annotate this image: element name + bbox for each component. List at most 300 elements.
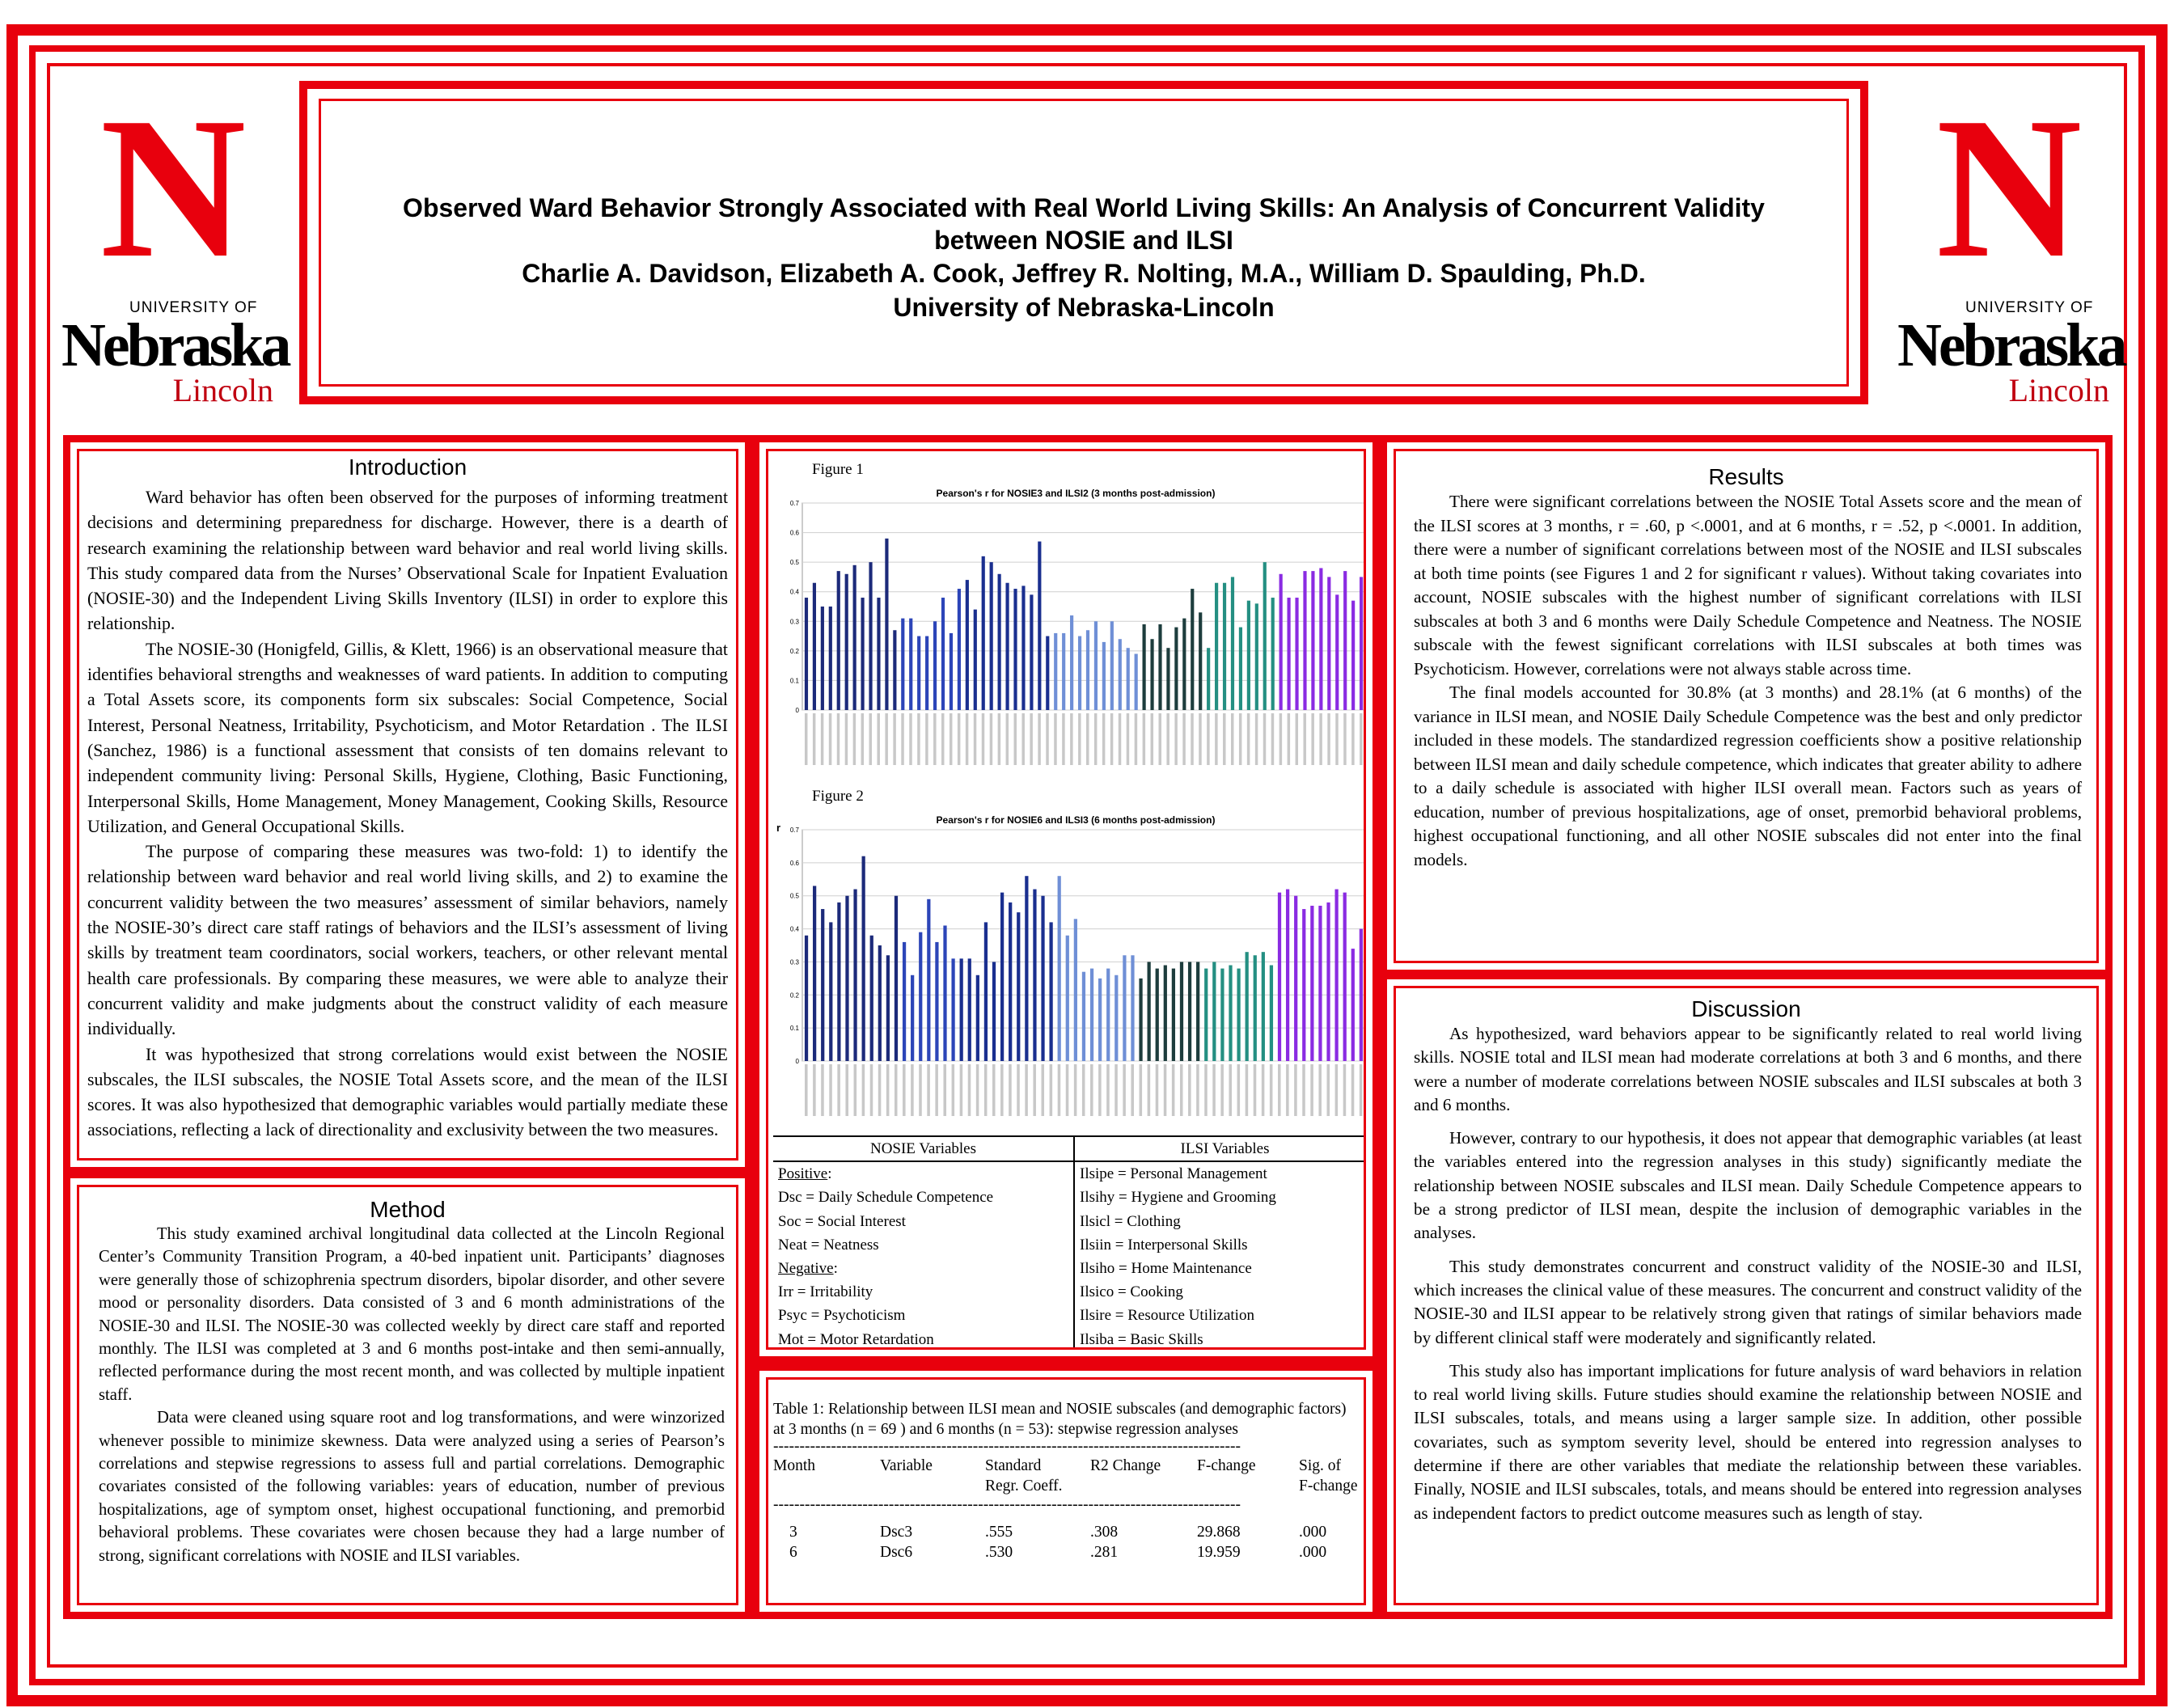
n-logo-icon: N <box>1935 76 2078 300</box>
bar <box>1046 636 1049 710</box>
bar <box>805 598 808 710</box>
x-tick-label-placeholder <box>1335 713 1338 765</box>
variables-table <box>773 1135 1366 1350</box>
logo-nebraska: Nebraska <box>61 311 289 379</box>
table-cell: .281 <box>1090 1544 1119 1561</box>
bar <box>1041 896 1044 1061</box>
bar <box>1021 586 1025 710</box>
x-tick-label-placeholder <box>1191 713 1193 765</box>
x-tick-label-placeholder <box>1255 713 1258 765</box>
bar <box>1033 890 1036 1061</box>
bar <box>1127 648 1130 710</box>
method-section <box>63 1171 752 1619</box>
bar <box>1231 577 1234 710</box>
bar <box>1049 922 1052 1061</box>
x-tick-label-placeholder <box>1294 1064 1297 1116</box>
bar <box>1078 636 1081 710</box>
bar <box>958 589 961 710</box>
x-tick-label-placeholder <box>1286 1064 1289 1116</box>
x-tick-label-placeholder <box>1212 1064 1216 1116</box>
x-tick-label-placeholder <box>1360 713 1362 765</box>
intro-paragraph-4: It was hypothesized that strong correlations would exist between the NOSIE subscales, the ILSI subscales, the NOSIE Total Assets score, and the mean of the ILSI scores. It was also hypothesized that demographic variables would partially mediate these associations, reflecting a lack of directionality and exclusivity between the two measures. <box>87 1044 728 1140</box>
table-cell: R2 Change <box>1090 1457 1161 1474</box>
x-tick-label-placeholder <box>911 1064 914 1116</box>
x-tick-label-placeholder <box>984 1064 988 1116</box>
logo-lincoln: Lincoln <box>2008 372 2109 408</box>
bar <box>1351 601 1355 710</box>
x-tick-label-placeholder <box>1335 1064 1339 1116</box>
ilsi-variable: Ilsicl = Clothing <box>1080 1212 1181 1230</box>
bar <box>941 598 945 710</box>
x-tick-label-placeholder <box>1246 1064 1249 1116</box>
x-tick-label-placeholder <box>1327 713 1330 765</box>
ilsi-variables-header: ILSI Variables <box>1074 1137 1366 1161</box>
table-cell: 29.868 <box>1197 1524 1241 1541</box>
introduction-title: Introduction <box>348 454 467 480</box>
bar <box>927 899 930 1061</box>
x-tick-label-placeholder <box>1270 1064 1273 1116</box>
bar <box>1143 624 1146 710</box>
discussion-section <box>1380 972 2113 1619</box>
bar <box>998 574 1001 710</box>
x-tick-label-placeholder <box>1054 713 1056 765</box>
bar <box>1000 893 1004 1061</box>
x-tick-label-placeholder <box>1046 713 1048 765</box>
x-tick-label-placeholder <box>1143 713 1145 765</box>
bar <box>1182 619 1186 710</box>
var-soc: Soc = Social Interest <box>778 1212 906 1230</box>
bar <box>984 922 988 1061</box>
ilsi-variable: Ilsihy = Hygiene and Grooming <box>1080 1189 1276 1207</box>
poster-authors: Charlie A. Davidson, Elizabeth A. Cook, Jeffrey R. Nolting, M.A., William D. Spaulding, Ph.D. <box>522 259 1646 288</box>
table-cell: Dsc6 <box>880 1544 913 1561</box>
x-tick-label-placeholder <box>1319 713 1322 765</box>
y-tick-label: 0.5 <box>789 559 799 567</box>
bar <box>982 556 985 710</box>
ilsi-variable: Ilsiba = Basic Skills <box>1080 1330 1203 1348</box>
x-tick-label-placeholder <box>1094 713 1097 765</box>
bar <box>992 962 996 1061</box>
figures-section <box>752 435 1380 1363</box>
table-header-row <box>773 1457 1359 1478</box>
logo-university-of: UNIVERSITY OF <box>129 299 258 316</box>
table-cell: .000 <box>1299 1544 1327 1561</box>
results-title: Results <box>1708 464 1784 489</box>
nosie-variables-header: NOSIE Variables <box>773 1137 1074 1161</box>
discussion-paragraph-4: This study also has important implications for future analysis of ward behaviors in relation to real world living skills. Future studies should examine the relationship between NOSIE and ILSI subscales, totals, and means using a larger sample size. In addition, other possible covariates, such as symptom severity level, should be entered into regression analyses to determine if there are other variables that mediate the relationship between these variables. Finally, NOSIE and ILSI subscales, totals, and means should be entered into regression analyses as independent factors to predict outcome measures such as length of stay. <box>1414 1360 2082 1523</box>
x-tick-label-placeholder <box>837 1064 840 1116</box>
x-tick-label-placeholder <box>1174 713 1177 765</box>
bar <box>877 598 880 710</box>
x-tick-label-placeholder <box>1231 713 1233 765</box>
table-rule: ----------------------------------------------------------------------------------------- <box>773 1440 1241 1454</box>
x-tick-label-placeholder <box>1310 1064 1313 1116</box>
bar <box>1106 969 1110 1061</box>
y-tick-label: 0.6 <box>789 859 799 867</box>
x-tick-label-placeholder <box>1278 1064 1281 1116</box>
table1-caption: Table 1: Relationship between ILSI mean and NOSIE subscales (and demographic factors) at 3 months (n = 69 ) and 6 months (n = 53): stepwise regression analyses <box>773 1401 1347 1438</box>
x-tick-label-placeholder <box>1119 713 1121 765</box>
bar <box>1070 615 1073 710</box>
ilsi-variable: Ilsiin = Interpersonal Skills <box>1080 1236 1248 1254</box>
table-cell: Sig. of <box>1299 1457 1342 1474</box>
method-paragraph-2: Data were cleaned using square root and log transformations, and were winzorized whenever possible to minimize skewness. Data were analyzed using a series of Pearson’s correlations and stepwise regressions to assess full and partial correlations. Demographic covariates consisted of the following variables: years of education, number of previous hospitalizations, age of symptom onset, highest occupational functioning, and premorbid behavioral problems. These covariates were chosen because they had a large number of strong, significant correlations with NOSIE and ILSI variables. <box>99 1409 725 1565</box>
x-tick-label-placeholder <box>1343 1064 1347 1116</box>
bar <box>1326 903 1330 1061</box>
x-tick-label-placeholder <box>974 713 976 765</box>
header-box <box>299 81 1868 404</box>
bar <box>1335 594 1339 710</box>
negative-label: Negative <box>778 1260 834 1278</box>
bar <box>901 619 904 710</box>
x-tick-label-placeholder <box>992 1064 996 1116</box>
bar <box>1237 969 1240 1061</box>
x-tick-label-placeholder <box>885 713 887 765</box>
y-tick-label: 0.7 <box>789 500 799 507</box>
method-title: Method <box>370 1197 446 1222</box>
bar <box>1196 962 1199 1061</box>
results-paragraph-2: The final models accounted for 30.8% (at 3 months) and 28.1% (at 6 months) of the variance in ILSI mean, and NOSIE Daily Schedule Competence was the best and only predictor included in these models. The standardized regression coefficients show a positive relationship between ILSI mean and daily schedule competence, which indicates that greater ability to adhere to a daily schedule is associated with higher ILSI overall mean. Factors such as years of education, number of previous hospitalizations, age of onset, premorbid behavioral problems, highest occupational functioning, and all other NOSIE subscales did not enter into the final models. <box>1414 683 2082 869</box>
ilsi-variable: Ilsiho = Home Maintenance <box>1080 1260 1252 1278</box>
negative-colon: : <box>833 1260 838 1278</box>
y-tick-label: 0.7 <box>789 827 799 834</box>
bar <box>1311 571 1314 710</box>
y-tick-label: 0.5 <box>789 892 799 900</box>
x-tick-label-placeholder <box>1302 1064 1305 1116</box>
x-tick-label-placeholder <box>998 713 1000 765</box>
bar <box>1262 952 1265 1061</box>
y-tick-label: 0.1 <box>789 677 799 685</box>
x-tick-label-placeholder <box>1159 713 1161 765</box>
bar <box>1009 903 1012 1061</box>
x-tick-label-placeholder <box>1070 713 1072 765</box>
x-tick-label-placeholder <box>933 713 936 765</box>
x-tick-label-placeholder <box>1078 713 1081 765</box>
var-irr: Irr = Irritability <box>778 1283 873 1301</box>
x-tick-label-placeholder <box>886 1064 890 1116</box>
x-tick-label-placeholder <box>1360 1064 1363 1116</box>
bar <box>1215 583 1218 710</box>
y-tick-label: 0 <box>795 707 799 714</box>
x-tick-label-placeholder <box>1303 713 1305 765</box>
bar <box>1058 876 1061 1061</box>
bar <box>1310 906 1313 1061</box>
bar <box>1148 962 1151 1061</box>
x-tick-label-placeholder <box>1271 713 1274 765</box>
bar <box>1054 633 1057 710</box>
bar <box>1286 890 1289 1061</box>
bar <box>1327 577 1330 710</box>
x-tick-label-placeholder <box>1180 1064 1183 1116</box>
x-tick-label-placeholder <box>1135 713 1137 765</box>
bar <box>1164 966 1167 1061</box>
x-tick-label-placeholder <box>901 713 903 765</box>
x-tick-label-placeholder <box>1009 1064 1012 1116</box>
x-tick-label-placeholder <box>1062 713 1064 765</box>
bar <box>1318 906 1322 1061</box>
discussion-title: Discussion <box>1691 996 1801 1021</box>
bar <box>1263 562 1267 710</box>
logo-university-of: UNIVERSITY OF <box>1965 299 2094 316</box>
table-cell: Variable <box>880 1457 933 1474</box>
bar <box>845 574 848 710</box>
x-tick-label-placeholder <box>1123 1064 1126 1116</box>
chart-title: Pearson's r for NOSIE6 and ILSI3 (6 months post-admission) <box>936 814 1216 826</box>
x-tick-label-placeholder <box>837 713 840 765</box>
bar <box>1123 955 1126 1061</box>
bar <box>870 936 873 1061</box>
regression-table-section <box>752 1363 1380 1619</box>
x-tick-label-placeholder <box>895 1064 898 1116</box>
y-tick-label: 0.2 <box>789 991 799 1000</box>
table-cell: F-change <box>1299 1478 1358 1494</box>
unl-logo-right <box>1897 76 2125 419</box>
bar <box>1038 542 1041 710</box>
bar <box>1139 979 1142 1061</box>
x-tick-label-placeholder <box>1102 713 1105 765</box>
x-tick-label-placeholder <box>1086 713 1089 765</box>
table-row <box>773 1524 1359 1544</box>
bar <box>1180 962 1183 1061</box>
n-logo-icon: N <box>99 76 242 300</box>
bar <box>976 975 979 1061</box>
x-tick-label-placeholder <box>1172 1064 1175 1116</box>
x-tick-label-placeholder <box>1033 1064 1036 1116</box>
bar <box>1135 654 1138 710</box>
bar <box>1005 583 1009 710</box>
x-tick-label-placeholder <box>1288 713 1290 765</box>
bar <box>813 583 816 710</box>
table-cell: Dsc3 <box>880 1524 913 1541</box>
table-cell: Standard <box>985 1457 1042 1474</box>
bar <box>1094 621 1098 710</box>
x-tick-label-placeholder <box>1021 713 1024 765</box>
results-paragraph-1: There were significant correlations between the NOSIE Total Assets score and the mean of the ILSI scores at 3 months, r = .60, p <.0001, and at 6 months, r = .52, p <.0001. In addition, there were a number of significant correlations between most of the NOSIE and ILSI subscales at both time points (see Figures 1 and 2 for significant r values). Without taking covariates into account, NOSIE subscales with the highest number of significant correlations with ILSI subscales at both 3 and 6 months were Daily Schedule Competence and Neatness. The NOSIE subscale with the fewest significant correlations with ILSI subscales at both times was Psychoticism. However, correlations were not always stable across time. <box>1414 492 2082 679</box>
x-tick-label-placeholder <box>869 713 872 765</box>
var-psyc: Psyc = Psychoticism <box>778 1307 906 1325</box>
bar <box>990 562 993 710</box>
bar <box>1082 972 1085 1061</box>
x-tick-label-placeholder <box>1025 1064 1028 1116</box>
chart-title: Pearson's r for NOSIE3 and ILSI2 (3 months post-admission) <box>936 488 1216 499</box>
x-tick-label-placeholder <box>805 713 807 765</box>
bar <box>917 636 920 710</box>
table-row <box>773 1544 1359 1564</box>
x-tick-label-placeholder <box>1351 713 1354 765</box>
bar <box>909 619 912 710</box>
bar <box>1207 648 1210 710</box>
x-tick-label-placeholder <box>1006 713 1009 765</box>
x-tick-label-placeholder <box>1114 1064 1118 1116</box>
x-tick-label-placeholder <box>862 1064 865 1116</box>
method-paragraph-1: This study examined archival longitudinal data collected at the Lincoln Regional Center’s Community Transition Program, a 40-bed inpatient unit. Participants’ diagnoses were generally those of schizophrenia spectrum disorders, bipolar disorder, and other severe mood or personality disorders. Data consisted of 3 and 6 month administrations of the NOSIE-30 and ILSI. The NOSIE-30 was collected weekly by direct care staff and reported monthly. The ILSI was completed at 3 and 6 months post-intake and then semi-annually, reflected performance during the most recent month, and was collected by multiple inpatient staff. <box>99 1225 725 1404</box>
y-tick-label: 0.4 <box>789 925 799 933</box>
bar <box>1271 598 1275 710</box>
logo-nebraska: Nebraska <box>1897 311 2125 379</box>
logo-lincoln: Lincoln <box>172 372 273 408</box>
bar <box>1030 594 1033 710</box>
bar <box>805 936 808 1061</box>
x-tick-label-placeholder <box>1017 1064 1020 1116</box>
bar <box>1166 648 1169 710</box>
x-tick-label-placeholder <box>976 1064 979 1116</box>
x-tick-label-placeholder <box>829 1064 832 1116</box>
table-cell: 19.959 <box>1197 1544 1241 1561</box>
bar <box>1319 568 1322 710</box>
table-cell: F-change <box>1197 1457 1256 1474</box>
x-tick-label-placeholder <box>966 713 968 765</box>
x-tick-label-placeholder <box>1311 713 1313 765</box>
x-tick-label-placeholder <box>877 713 879 765</box>
bar <box>1229 966 1232 1061</box>
x-tick-label-placeholder <box>990 713 992 765</box>
x-tick-label-placeholder <box>960 1064 963 1116</box>
bar <box>968 958 971 1061</box>
x-tick-label-placeholder <box>1262 1064 1265 1116</box>
bar <box>1025 876 1028 1061</box>
bar <box>1279 574 1283 710</box>
bar <box>1158 624 1161 710</box>
ilsi-variables-list <box>1074 1161 1366 1350</box>
x-tick-label-placeholder <box>1014 713 1017 765</box>
y-tick-label: 0.6 <box>789 529 799 537</box>
y-tick-label: 0.3 <box>789 618 799 626</box>
x-tick-label-placeholder <box>1090 1064 1093 1116</box>
x-tick-label-placeholder <box>1030 713 1032 765</box>
y-tick-label: 0 <box>795 1058 799 1065</box>
x-tick-label-placeholder <box>917 713 920 765</box>
bar <box>1360 929 1363 1061</box>
bar <box>869 562 872 710</box>
bar <box>1131 955 1134 1061</box>
x-tick-label-placeholder <box>1038 713 1040 765</box>
x-tick-label-placeholder <box>952 1064 955 1116</box>
x-tick-label-placeholder <box>1220 1064 1224 1116</box>
poster-affiliation: University of Nebraska-Lincoln <box>893 293 1275 322</box>
ilsi-variable: Ilsire = Resource Utilization <box>1080 1307 1254 1325</box>
y-tick-label: 0.3 <box>789 958 799 966</box>
bar <box>943 925 946 1061</box>
x-tick-label-placeholder <box>941 713 944 765</box>
x-tick-label-placeholder <box>1254 1064 1257 1116</box>
bar <box>1066 936 1069 1061</box>
x-tick-label-placeholder <box>1148 1064 1151 1116</box>
bar <box>1239 628 1242 710</box>
table-cell: 6 <box>789 1544 797 1561</box>
x-tick-label-placeholder <box>903 1064 906 1116</box>
table-cell: Month <box>773 1457 816 1474</box>
x-tick-label-placeholder <box>853 713 856 765</box>
table-cell: .000 <box>1299 1524 1327 1541</box>
x-tick-label-placeholder <box>1151 713 1153 765</box>
discussion-paragraph-3: This study demonstrates concurrent and construct validity of the NOSIE-30 and ILSI, which increases the clinical value of these measures. The concurrent and construct validity of the NOSIE-30 and ILSI appear to be relatively strong given that ratings of similar behaviors made by different clinical staff were moderately and significantly related. <box>1414 1256 2082 1347</box>
x-tick-label-placeholder <box>1166 713 1169 765</box>
bar <box>1114 975 1118 1061</box>
bar <box>829 607 832 710</box>
unl-logo-left <box>61 76 289 419</box>
x-tick-label-placeholder <box>1207 713 1209 765</box>
x-tick-label-placeholder <box>805 1064 808 1116</box>
x-tick-label-placeholder <box>925 713 928 765</box>
table-cell: Regr. Coeff. <box>985 1478 1063 1494</box>
bar <box>813 886 816 1061</box>
bar <box>895 896 898 1061</box>
bar <box>1223 583 1226 710</box>
x-tick-label-placeholder <box>968 1064 971 1116</box>
nosie-negative-group <box>778 1257 1068 1280</box>
bar <box>845 896 848 1061</box>
x-tick-label-placeholder <box>1050 1064 1053 1116</box>
x-tick-label-placeholder <box>1164 1064 1167 1116</box>
x-tick-label-placeholder <box>1318 1064 1322 1116</box>
bar <box>893 630 896 710</box>
bar <box>1199 612 1202 710</box>
x-tick-label-placeholder <box>1279 713 1282 765</box>
intro-paragraph-3: The purpose of comparing these measures was two-fold: 1) to identify the relationship between ward behavior and real world living skills, and 2) to examine the concurrent validity between the two measures’ assessment of similar behaviors, namely the NOSIE-30’s direct care staff ratings of behaviors and the ILSI’s assessment of living skills by treatment team coordinators, social workers, teachers, or other relevant mental health care professionals. By comparing these measures, we were able to analyze their concurrent validity and make judgments about the construct validity of each measure individually. <box>87 842 728 1039</box>
x-tick-label-placeholder <box>935 1064 938 1116</box>
intro-paragraph-2: The NOSIE-30 (Honigfeld, Gillis, & Klett, 1966) is an observational measure that identifies behavioral strengths and weaknesses of ward patients. In addition to computing a Total Assets score, its components form six subscales: Social Competence, Social Interest, Personal Neatness, Irritability, Psychoticism, and Motor Retardation . The ILSI (Sanchez, 1986) is a functional assessment that consists of ten domains relevant to independent community living: Personal Skills, Hygiene, Clothing, Basic Functioning, Interpersonal Skills, Home Management, Money Management, Cooking Skills, Resource Utilization, and General Occupational Skills. <box>87 639 728 836</box>
x-tick-label-placeholder <box>1296 713 1298 765</box>
x-tick-label-placeholder <box>1343 713 1346 765</box>
bar <box>1062 633 1065 710</box>
x-tick-label-placeholder <box>893 713 895 765</box>
bar <box>966 580 969 710</box>
x-tick-label-placeholder <box>854 1064 857 1116</box>
x-tick-label-placeholder <box>1000 1064 1004 1116</box>
figure1-caption: Figure 1 <box>812 461 864 478</box>
x-tick-label-placeholder <box>1229 1064 1232 1116</box>
x-tick-label-placeholder <box>943 1064 946 1116</box>
bar <box>1343 893 1347 1061</box>
results-section <box>1380 435 2113 977</box>
bar <box>950 633 953 710</box>
bar <box>925 636 928 710</box>
x-tick-label-placeholder <box>813 1064 816 1116</box>
bar <box>1110 621 1114 710</box>
bar <box>1119 639 1122 710</box>
y-tick-label: 0.4 <box>789 588 799 596</box>
bar <box>1212 962 1216 1061</box>
figure2-caption: Figure 2 <box>812 788 864 805</box>
bar <box>1090 969 1093 1061</box>
bar <box>1156 969 1159 1061</box>
x-tick-label-placeholder <box>1066 1064 1069 1116</box>
bar <box>1247 601 1250 710</box>
x-tick-label-placeholder <box>1106 1064 1110 1116</box>
x-tick-label-placeholder <box>1156 1064 1159 1116</box>
x-tick-label-placeholder <box>1182 713 1185 765</box>
table-cell: .530 <box>985 1544 1013 1561</box>
x-tick-label-placeholder <box>821 1064 824 1116</box>
bar <box>1351 949 1355 1061</box>
x-tick-label-placeholder <box>1188 1064 1191 1116</box>
bar <box>821 607 824 710</box>
x-tick-label-placeholder <box>870 1064 873 1116</box>
x-tick-label-placeholder <box>1058 1064 1061 1116</box>
positive-colon: : <box>827 1165 832 1183</box>
x-tick-label-placeholder <box>861 713 864 765</box>
ilsi-variable: Ilsico = Cooking <box>1080 1283 1183 1301</box>
x-tick-label-placeholder <box>1196 1064 1199 1116</box>
y-axis-label: r <box>776 822 781 834</box>
poster-title-line1: Observed Ward Behavior Strongly Associated with Real World Living Skills: An Analysis of Concurrent Validity <box>403 193 1765 222</box>
x-tick-label-placeholder <box>1351 1064 1355 1116</box>
x-tick-label-placeholder <box>1247 713 1250 765</box>
bar <box>1360 577 1363 710</box>
x-tick-label-placeholder <box>982 713 984 765</box>
bar <box>861 598 864 710</box>
bar <box>919 932 922 1061</box>
